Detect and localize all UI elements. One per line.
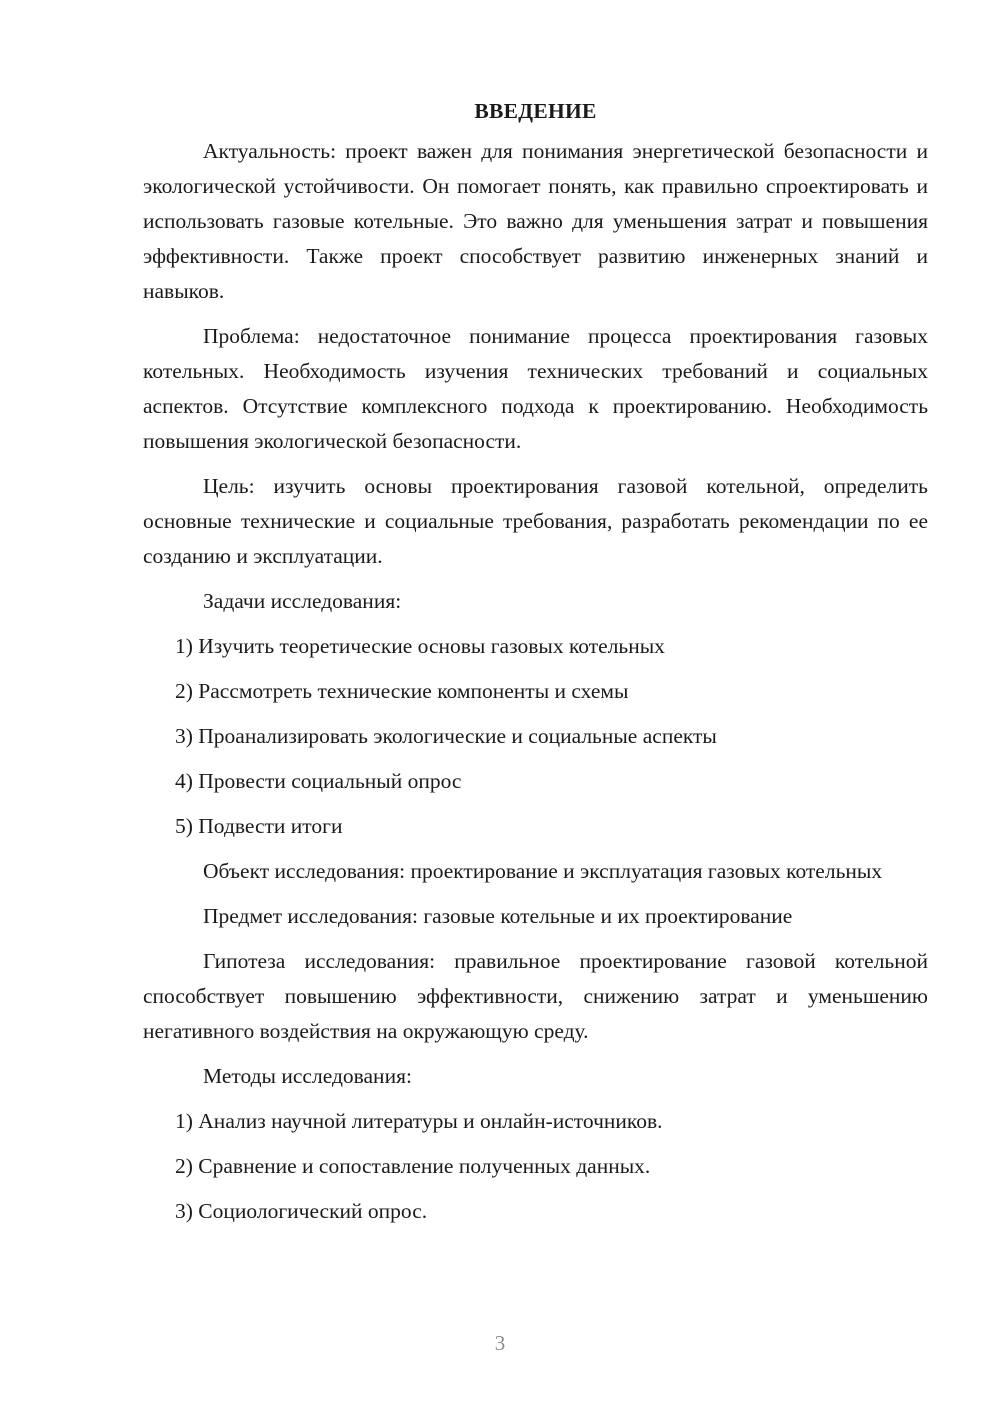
methods-list <box>143 1104 928 1229</box>
tasks-list <box>143 629 928 844</box>
list-item: 3) Социологический опрос. <box>175 1199 428 1223</box>
document-page <box>143 96 928 1239</box>
list-item: 1) Анализ научной литературы и онлайн-источников. <box>175 1109 663 1133</box>
object-paragraph: Объект исследования: проектирование и эксплуатация газовых котельных <box>203 859 883 883</box>
list-item: 2) Рассмотреть технические компоненты и схемы <box>175 679 629 703</box>
list-item: 1) Изучить теоретические основы газовых котельных <box>175 634 665 658</box>
list-item: 5) Подвести итоги <box>175 814 343 838</box>
list-item: 4) Провести социальный опрос <box>175 769 462 793</box>
goal-paragraph: Цель: изучить основы проектирования газовой котельной, определить основные технические и социальные требования, разработать рекомендации по ее созданию и эксплуатации. <box>143 474 928 568</box>
tasks-heading: Задачи исследования: <box>203 589 402 613</box>
subject-paragraph: Предмет исследования: газовые котельные и их проектирование <box>203 904 793 928</box>
page-number: 3 <box>494 1331 506 1355</box>
page-title: ВВЕДЕНИЕ <box>474 99 597 123</box>
hypothesis-paragraph: Гипотеза исследования: правильное проектирование газовой котельной способствует повышению эффективности, снижению затрат и уменьшению негативного воздействия на окружающую среду. <box>143 949 928 1043</box>
problem-paragraph: Проблема: недостаточное понимание процесса проектирования газовых котельных. Необходимость изучения технических требований и социальных аспектов. Отсутствие комплексного подхода к проектированию. Необходимость повышения экологической безопасности. <box>143 324 928 453</box>
relevance-paragraph: Актуальность: проект важен для понимания энергетической безопасности и экологической устойчивости. Он помогает понять, как правильно спроектировать и использовать газовые котельные. Это важно для уменьшения затрат и повышения эффективности. Также проект способствует развитию инженерных знаний и навыков. <box>143 139 928 303</box>
methods-heading: Методы исследования: <box>203 1064 412 1088</box>
list-item: 3) Проанализировать экологические и социальные аспекты <box>175 724 717 748</box>
list-item: 2) Сравнение и сопоставление полученных данных. <box>175 1154 651 1178</box>
